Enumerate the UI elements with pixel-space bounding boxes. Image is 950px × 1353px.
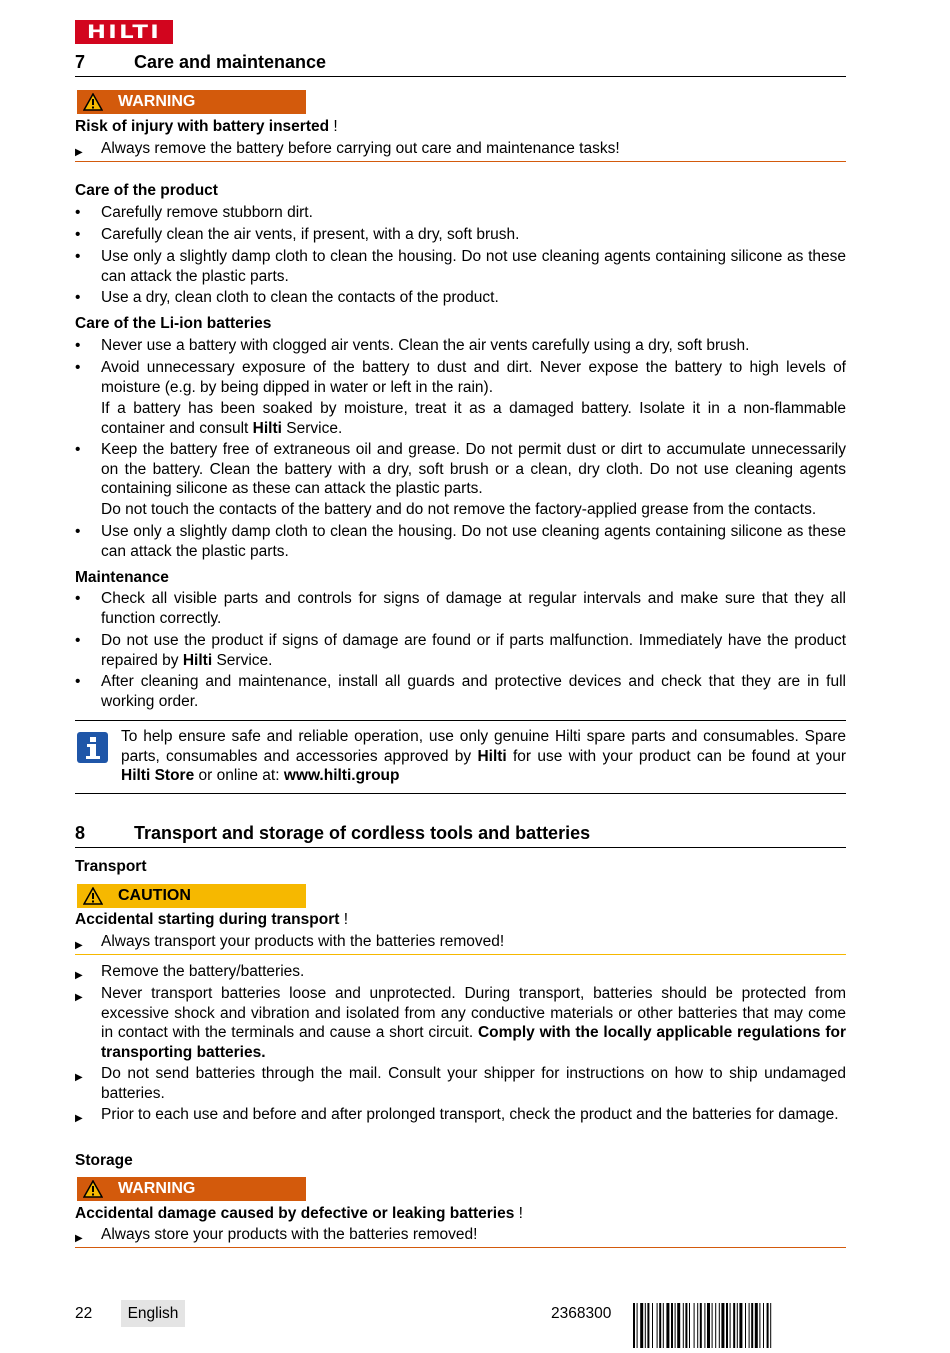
warning-label: WARNING [118,1180,196,1197]
arrow-bullet-icon: ▶ [75,147,83,158]
section-number: 8 [75,823,86,843]
section-7-heading [75,52,846,77]
warning-label: WARNING [118,93,196,110]
info-rule-bottom [75,793,846,794]
arrow-bullet-icon: ▶ [75,1113,83,1124]
warning-triangle-icon [83,93,103,111]
language-tab: English [121,1300,185,1327]
warning-signal-box [77,90,306,114]
caution-rule [75,954,846,955]
document-number: 2368300 [551,1305,612,1322]
caution-risk: Accidental starting during transport ! [75,911,349,928]
page-number: 22 [75,1305,93,1322]
caution-label: CAUTION [118,887,191,904]
warning-triangle-icon [83,1180,103,1198]
section-number: 7 [75,52,86,72]
info-icon [77,732,108,763]
care-batteries-title: Care of the Li-ion batteries [75,315,272,332]
info-text: To help ensure safe and reliable operation, use only genuine Hilti spare parts and consumables. Spare parts, consumables and accessories approved by Hilti for use with your product can be found at your Hilti Store or online at: www.hilti.group [121,728,847,784]
warning-signal-box [77,1177,306,1201]
barcode-icon [633,1303,846,1348]
maintenance-title: Maintenance [75,569,169,586]
transport-title: Transport [75,858,147,875]
arrow-bullet-icon: ▶ [75,940,83,951]
section-8-heading [75,823,846,848]
section-title: Care and maintenance [134,52,327,72]
care-product-title: Care of the product [75,182,218,199]
arrow-bullet-icon: ▶ [75,1072,83,1083]
warning-risk: Risk of injury with battery inserted ! [75,118,338,135]
arrow-bullet-icon: ▶ [75,970,83,981]
caution-signal-box [77,884,306,908]
hilti-logo: HILTI [75,20,173,44]
arrow-bullet-icon: ▶ [75,992,83,1003]
storage-title: Storage [75,1152,133,1169]
warning-triangle-icon [83,887,103,905]
warning-risk: Accidental damage caused by defective or leaking batteries ! [75,1205,523,1222]
info-rule-top [75,720,846,721]
warning-rule [75,161,846,162]
warning-rule [75,1247,846,1248]
section-title: Transport and storage of cordless tools and batteries [134,823,591,843]
arrow-bullet-icon: ▶ [75,1233,83,1244]
